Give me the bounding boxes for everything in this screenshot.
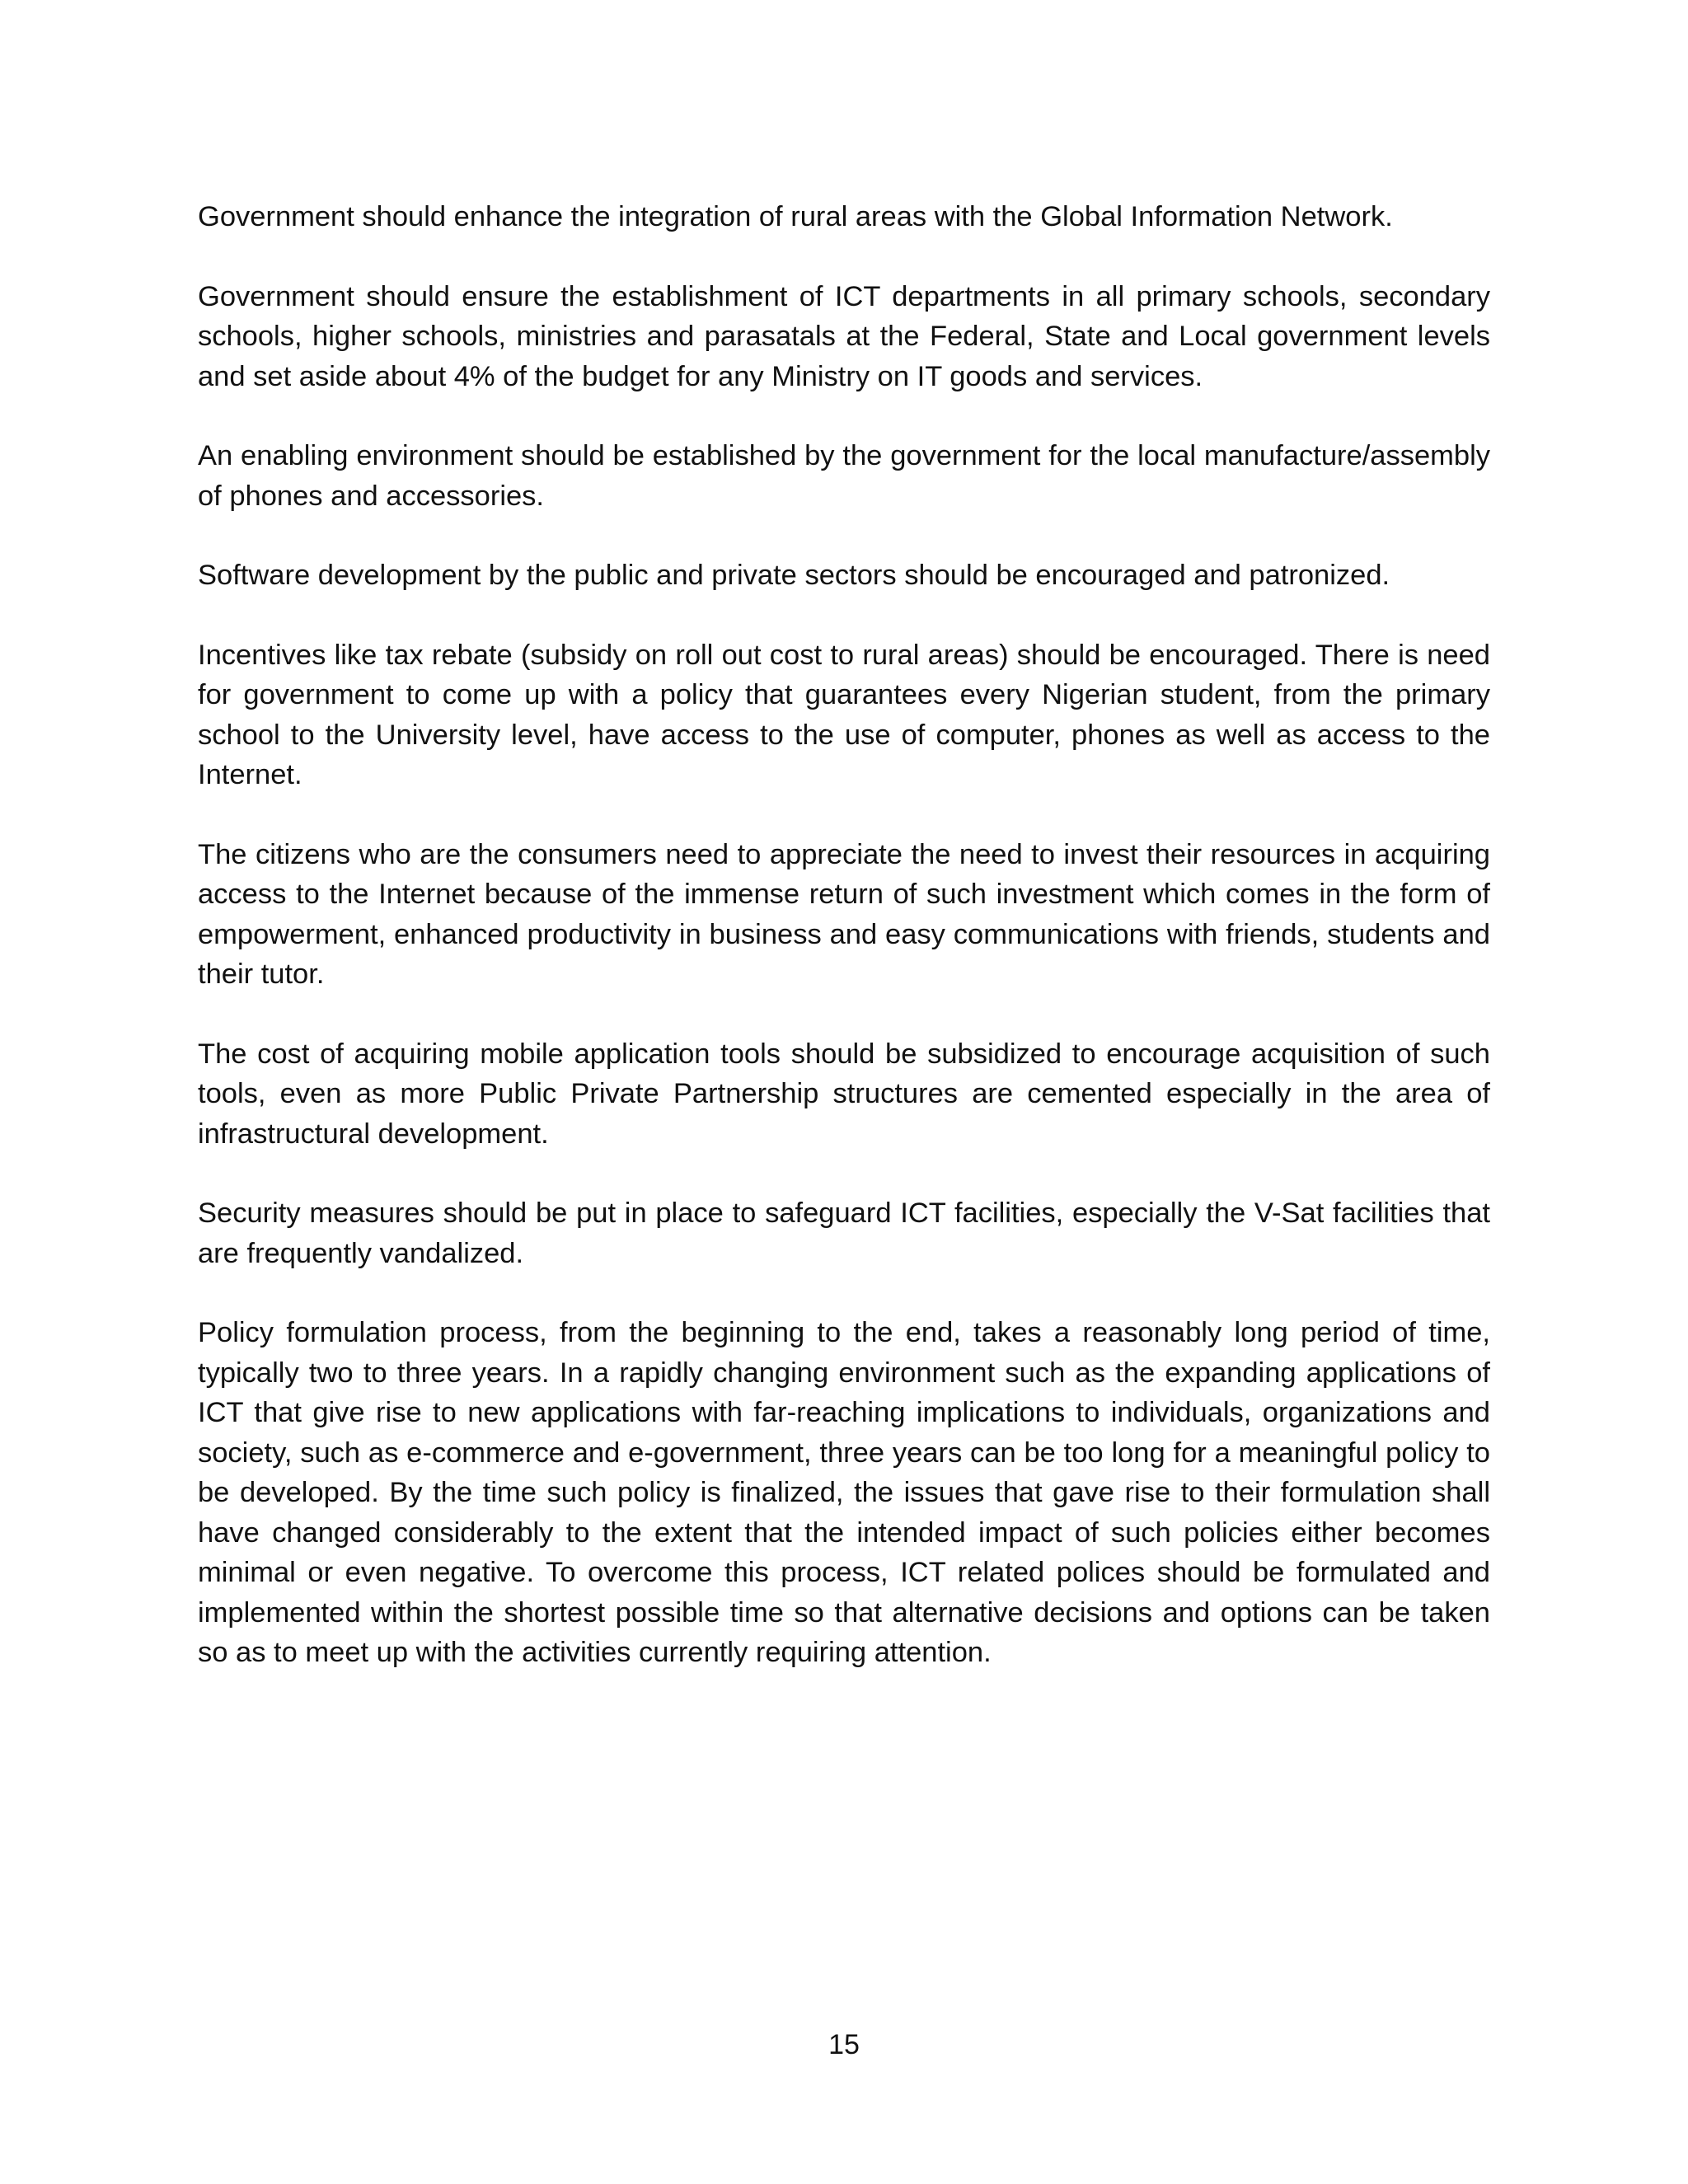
paragraph-ict-departments: Government should ensure the establishment of ICT departments in all primary schools, secondary schools, higher schools, ministries and parasatals at the Federal, State and Local government levels and set aside about 4% of the budget for any Ministry on IT goods and services.	[198, 280, 1490, 392]
paragraph-citizens-investment: The citizens who are the consumers need to appreciate the need to invest their resources in acquiring access to the Internet because of the immense return of such investment which comes in the form of empowerment, enhanced productivity in business and easy communications with friends, students and their tutor.	[198, 838, 1490, 990]
paragraph-incentives: Incentives like tax rebate (subsidy on roll out cost to rural areas) should be encouraged. There is need for government to come up with a policy that guarantees every Nigerian student, from the primary school to the University level, have access to the use of computer, phones as well as access to the Internet.	[198, 639, 1490, 790]
paragraph-policy-formulation: Policy formulation process, from the beginning to the end, takes a reasonably long period of time, typically two to three years. In a rapidly changing environment such as the expanding applications of ICT that give rise to new applications with far-reaching implications to individuals, organizations and society, such as e-commerce and e-government, three years can be too long for a meaningful policy to be developed. By the time such policy is finalized, the issues that gave rise to their formulation shall have changed considerably to the extent that the intended impact of such policies either becomes minimal or even negative. To overcome this process, ICT related polices should be formulated and implemented within the shortest possible time so that alternative decisions and options can be taken so as to meet up with the activities currently requiring attention.	[198, 1317, 1490, 1668]
page-body	[198, 197, 1490, 1713]
paragraph-security-measures: Security measures should be put in place to safeguard ICT facilities, especially the V-Sat facilities that are frequently vandalized.	[198, 1197, 1490, 1269]
paragraph-local-manufacture: An enabling environment should be established by the government for the local manufacture/assembly of phones and accessories.	[198, 440, 1490, 512]
paragraph-rural-integration: Government should enhance the integration of rural areas with the Global Information Network.	[198, 201, 1393, 232]
paragraph-software-development: Software development by the public and private sectors should be encouraged and patronized.	[198, 560, 1390, 591]
page-number: 15	[828, 2029, 860, 2060]
paragraph-mobile-tools-cost: The cost of acquiring mobile application tools should be subsidized to encourage acquisition of such tools, even as more Public Private Partnership structures are cemented especially in the area of infrastructural development.	[198, 1038, 1490, 1150]
